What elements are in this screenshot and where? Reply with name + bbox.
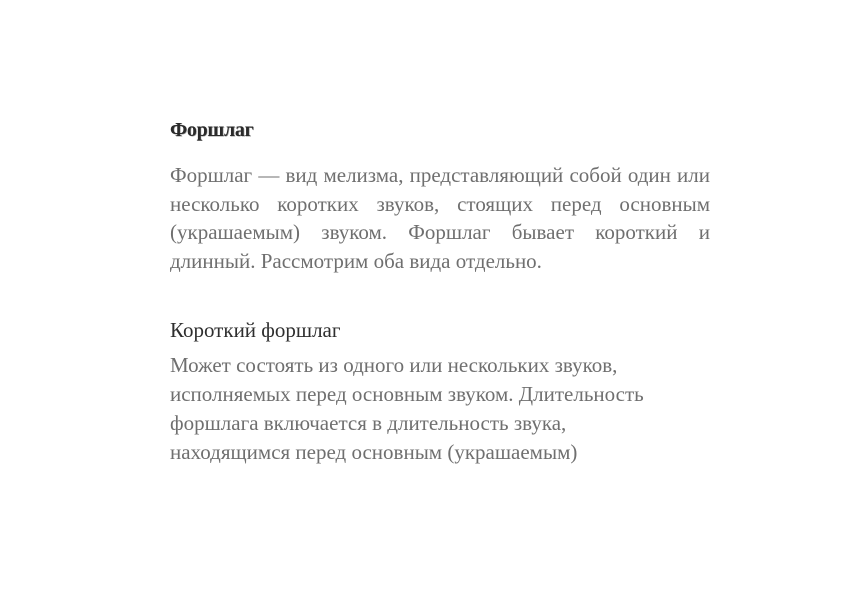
paragraph-line: находящимся перед основным (украшаемым) [170,440,578,464]
page-title: Форшлаг [170,119,254,141]
paragraph-line: Может состоять из одного или нескольких звуков, [170,353,618,377]
section-paragraph [170,351,715,467]
paragraph-line: форшлага включается в длительность звука, [170,411,567,435]
section-heading: Короткий форшлаг [170,318,341,342]
paragraph-line: исполняемых перед основным звуком. Длительность [170,382,644,406]
intro-paragraph: Форшлаг — вид мелизма, представляющий собой один или несколько коротких звуков, стоящих перед основным (украшаемым) звуком. Форшлаг бывает короткий и длинный. Рассмотрим оба вида отдельно. [170,163,710,274]
